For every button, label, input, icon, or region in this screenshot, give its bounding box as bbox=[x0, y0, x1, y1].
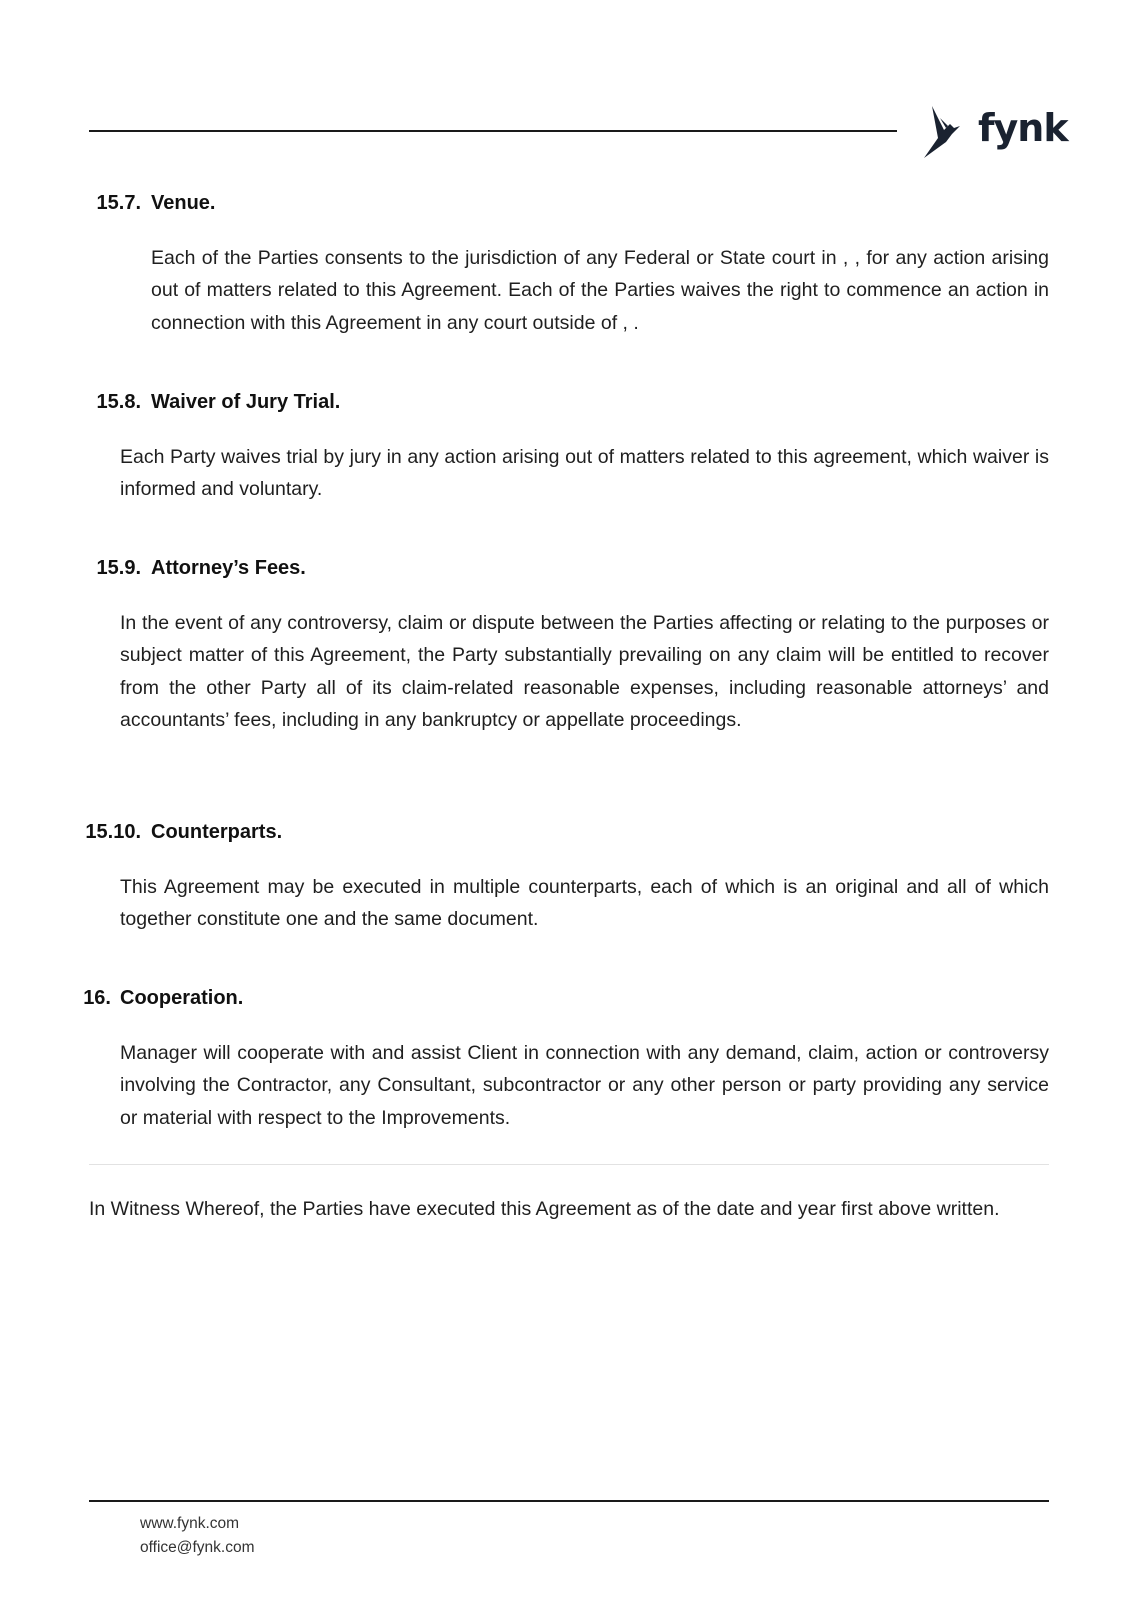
section-title: Cooperation. bbox=[120, 987, 244, 1009]
section-title: Waiver of Jury Trial. bbox=[151, 391, 341, 413]
section-number: 16. bbox=[83, 987, 111, 1009]
brand-name: fynk bbox=[978, 106, 1068, 150]
section-number: 15.7. bbox=[96, 192, 141, 214]
footer-rule bbox=[89, 1500, 1049, 1502]
brand-logo bbox=[920, 104, 1068, 160]
section-number: 15.8. bbox=[96, 391, 141, 413]
fynk-bird-icon bbox=[920, 104, 976, 160]
section-title: Attorney’s Fees. bbox=[151, 557, 306, 579]
footer-email: office@fynk.com bbox=[140, 1539, 255, 1556]
section-title: Counterparts. bbox=[151, 821, 283, 843]
section-divider bbox=[89, 1164, 1049, 1165]
section-body-venue: Each of the Parties consents to the jurisdiction of any Federal or State court in , , for any action arising out of matters related to this Agreement. Each of the Parties waives the right to commence an action in connection with this Agreement in any court outside of , . bbox=[151, 247, 1049, 334]
footer-website: www.fynk.com bbox=[140, 1515, 240, 1532]
witness-clause: In Witness Whereof, the Parties have executed this Agreement as of the date and year first above written. bbox=[89, 1198, 1000, 1220]
section-title: Venue. bbox=[151, 192, 216, 214]
section-body-jury-waiver: Each Party waives trial by jury in any action arising out of matters related to this agreement, which waiver is informed and voluntary. bbox=[120, 446, 1049, 501]
section-body-cooperation: Manager will cooperate with and assist Client in connection with any demand, claim, action or controversy involving the Contractor, any Consultant, subcontractor or any other person or party providing any service or material with respect to the Improvements. bbox=[120, 1042, 1049, 1129]
section-body-attorney-fees: In the event of any controversy, claim or dispute between the Parties affecting or relating to the purposes or subject matter of this Agreement, the Party substantially prevailing on any claim will be entitled to recover from the other Party all of its claim-related reasonable expenses, including reasonable attorneys’ and accountants’ fees, including in any bankruptcy or appellate proceedings. bbox=[120, 612, 1049, 732]
section-number: 15.9. bbox=[96, 557, 141, 579]
section-body-counterparts: This Agreement may be executed in multiple counterparts, each of which is an original and all of which together constitute one and the same document. bbox=[120, 876, 1049, 931]
header-rule bbox=[89, 130, 897, 132]
section-number: 15.10. bbox=[85, 821, 141, 843]
